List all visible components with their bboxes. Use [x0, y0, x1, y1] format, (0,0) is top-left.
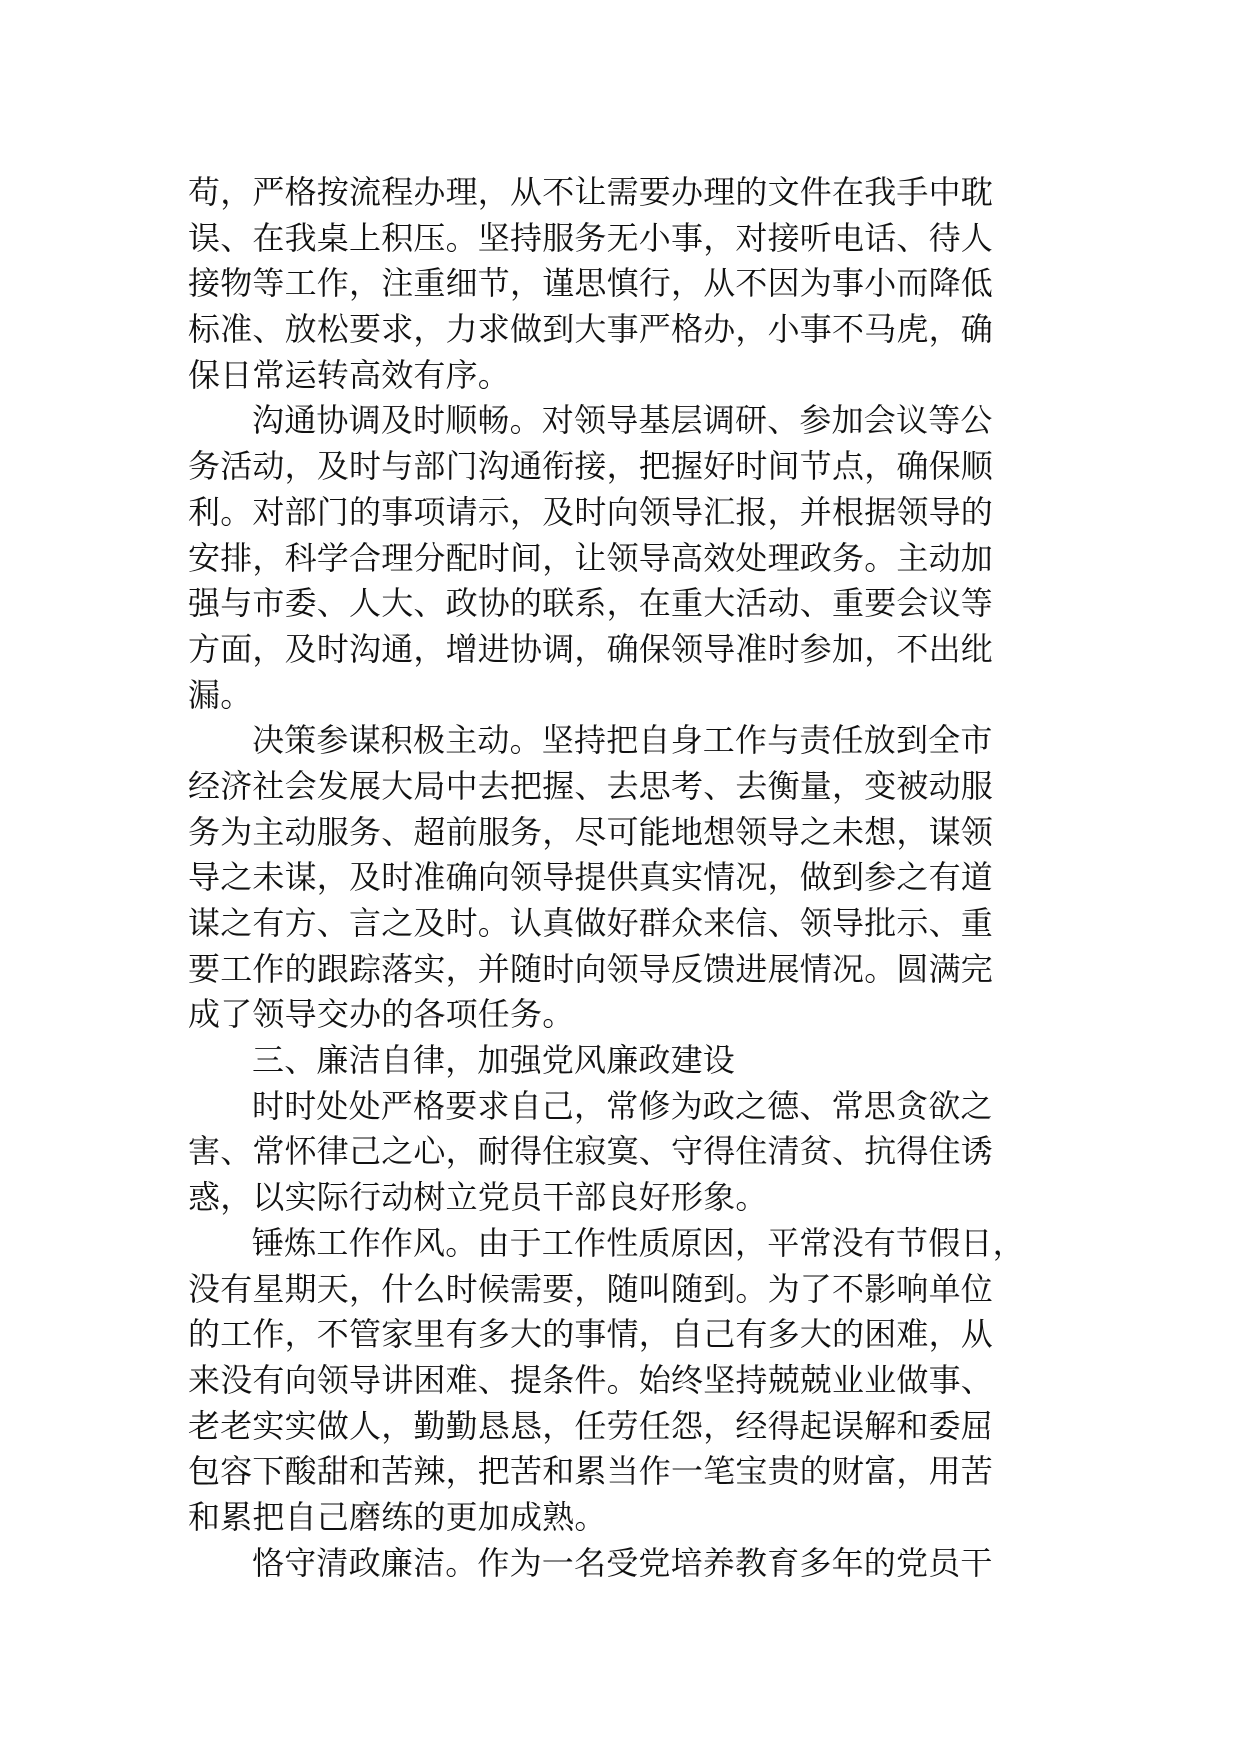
text-line: 包容下酸甜和苦辣，把苦和累当作一笔宝贵的财富，用苦	[188, 1452, 994, 1491]
text-line: 安排，科学合理分配时间，让领导高效处理政务。主动加	[188, 538, 994, 577]
text-line: 标准、放松要求，力求做到大事严格办，小事不马虎，确	[188, 310, 994, 349]
text-line: 保日常运转高效有序。	[188, 355, 511, 394]
text-line: 时时处处严格要求自己，常修为政之德、常思贪欲之	[252, 1086, 993, 1125]
text-line: 要工作的跟踪落实，并随时向领导反馈进展情况。圆满完	[188, 949, 994, 988]
text-line: 来没有向领导讲困难、提条件。始终坚持兢兢业业做事、	[188, 1360, 994, 1399]
section-heading: 三、廉洁自律，加强党风廉政建设	[252, 1041, 736, 1080]
text-line: 苟，严格按流程办理，从不让需要办理的文件在我手中耽	[188, 173, 994, 211]
text-line: 务为主动服务、超前服务，尽可能地想领导之未想，谋领	[188, 812, 994, 851]
text-line: 和累把自己磨练的更加成熟。	[188, 1497, 607, 1536]
text-line: 漏。	[188, 675, 253, 714]
text-line: 接物等工作，注重细节，谨思慎行，从不因为事小而降低	[188, 264, 994, 303]
text-line: 误、在我桌上积压。坚持服务无小事，对接听电话、待人	[188, 218, 994, 257]
text-line: 利。对部门的事项请示，及时向领导汇报，并根据领导的	[188, 492, 994, 531]
paragraph-heading-decision: 决策参谋积极主动。坚持把自身工作与责任放到全市	[252, 721, 993, 760]
paragraph-heading-work-style: 锤炼工作作风。由于工作性质原因，平常没有节假日，	[252, 1223, 1025, 1262]
text-line: 方面，及时沟通，增进协调，确保领导准时参加，不出纰	[188, 629, 994, 668]
text-line: 经济社会发展大局中去把握、去思考、去衡量，变被动服	[188, 766, 994, 805]
text-line: 老老实实做人，勤勤恳恳，任劳任怨，经得起误解和委屈	[188, 1406, 994, 1445]
text-line: 导之未谋，及时准确向领导提供真实情况，做到参之有道	[188, 858, 994, 897]
text-line: 谋之有方、言之及时。认真做好群众来信、领导批示、重	[188, 904, 994, 942]
text-line: 的工作，不管家里有多大的事情，自己有多大的困难，从	[188, 1315, 994, 1354]
text-line: 强与市委、人大、政协的联系，在重大活动、重要会议等	[188, 584, 994, 623]
text-line: 惑，以实际行动树立党员干部良好形象。	[188, 1178, 768, 1217]
paragraph-heading-communication: 沟通协调及时顺畅。对领导基层调研、参加会议等公	[252, 401, 993, 440]
text-line: 务活动，及时与部门沟通衔接，把握好时间节点，确保顺	[188, 447, 994, 486]
text-line: 没有星期天，什么时候需要，随叫随到。为了不影响单位	[188, 1269, 994, 1308]
document-body	[188, 170, 1088, 1586]
text-line: 成了领导交办的各项任务。	[188, 995, 575, 1034]
text-line: 害、常怀律己之心，耐得住寂寞、守得住清贫、抗得住诱	[188, 1132, 994, 1171]
paragraph-heading-integrity: 恪守清政廉洁。作为一名受党培养教育多年的党员干	[252, 1543, 993, 1582]
